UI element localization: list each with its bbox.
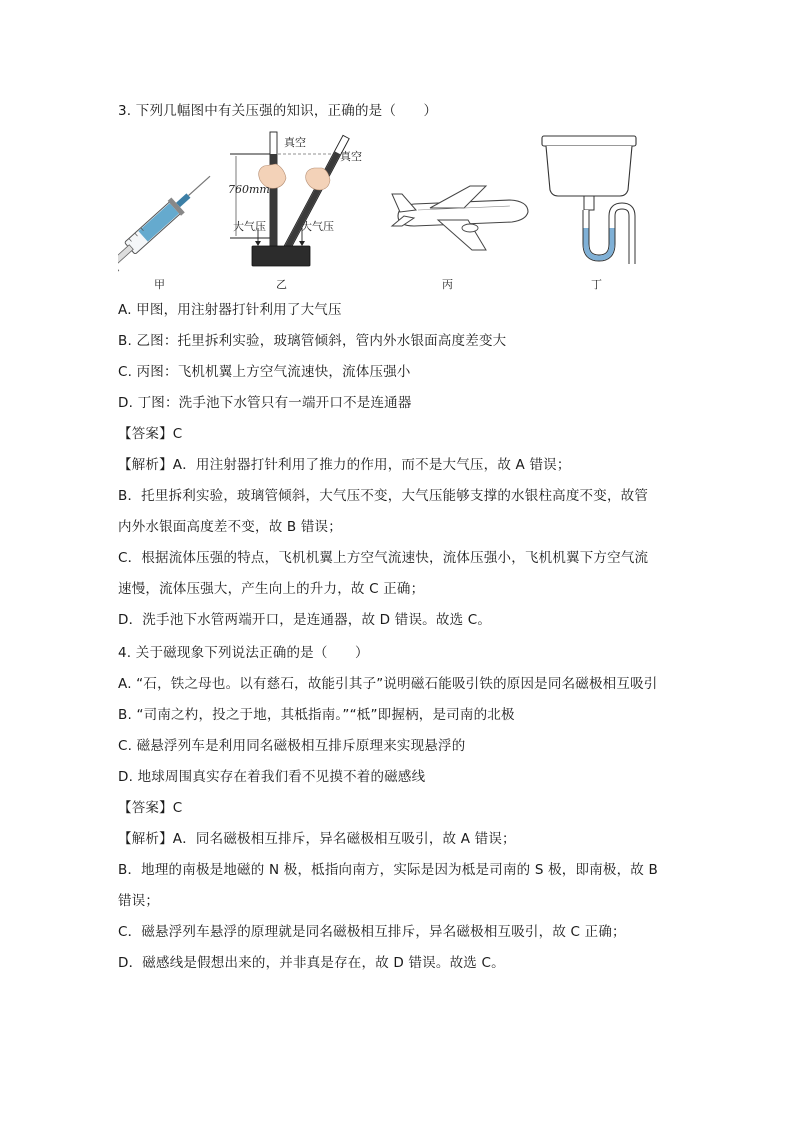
q4-option-d: D. 地球周围真实存在着我们看不见摸不着的磁感线: [118, 769, 426, 785]
q4-option-b: B. “司南之杓，投之于地，其柢指南。”“柢”即握柄，是司南的北极: [118, 707, 515, 723]
q3-stem: 3. 下列几幅图中有关压强的知识，正确的是（ ）: [118, 103, 438, 119]
q3-analysis-line: D．洗手池下水管两端开口，是连通器，故 D 错误。故选 C。: [118, 612, 492, 628]
sink-illustration: [542, 136, 636, 264]
q3-option-b: B. 乙图：托里拆利实验，玻璃管倾斜，管内外水银面高度差变大: [118, 333, 507, 349]
q4-analysis-line: B．地理的南极是地磁的 N 极，柢指向南方，实际是因为柢是司南的 S 极，即南极，故 B: [118, 862, 658, 878]
atm-pressure-label-right: 大气压: [301, 220, 334, 233]
q3-analysis-line: 速慢，流体压强大，产生向上的升力，故 C 正确；: [118, 581, 425, 597]
q4-analysis-line: C．磁悬浮列车悬浮的原理就是同名磁极相互排斥，异名磁极相互吸引，故 C 正确；: [118, 924, 626, 940]
figure-label-jia: 甲: [154, 278, 165, 291]
height-label: 760mm: [228, 183, 270, 196]
figure-label-ding: 丁: [591, 278, 602, 291]
q3-answer: 【答案】C: [118, 426, 183, 442]
syringe-illustration: [118, 169, 217, 275]
figure-label-yi: 乙: [276, 278, 287, 291]
q3-analysis-line: 【解析】A．用注射器打针利用了推力的作用，而不是大气压，故 A 错误；: [118, 457, 571, 473]
airplane-illustration: [392, 186, 528, 250]
q4-option-c: C. 磁悬浮列车是利用同名磁极相互排斥原理来实现悬浮的: [118, 738, 466, 754]
atm-pressure-label-left: 大气压: [233, 220, 266, 233]
figure-label-bing: 丙: [442, 278, 453, 291]
torricelli-illustration: [230, 132, 349, 266]
q3-option-c: C. 丙图：飞机机翼上方空气流速快，流体压强小: [118, 364, 411, 380]
q4-analysis-line: 错误；: [118, 893, 160, 909]
vacuum-label-left: 真空: [284, 136, 306, 149]
q3-analysis-line: B．托里拆利实验，玻璃管倾斜，大气压不变，大气压能够支撑的水银柱高度不变，故管: [118, 488, 649, 504]
vacuum-label-right: 真空: [340, 150, 362, 163]
q3-analysis-line: 内外水银面高度差不变，故 B 错误；: [118, 519, 342, 535]
q3-option-a: A. 甲图，用注射器打针利用了大气压: [118, 302, 342, 318]
q3-figure: [118, 128, 678, 293]
q4-answer: 【答案】C: [118, 800, 183, 816]
q3-analysis-line: C．根据流体压强的特点，飞机机翼上方空气流速快，流体压强小，飞机机翼下方空气流: [118, 550, 649, 566]
q4-option-a: A. “石，铁之母也。以有慈石，故能引其子”说明磁石能吸引铁的原因是同名磁极相互吸引: [118, 676, 658, 692]
q4-stem: 4. 关于磁现象下列说法正确的是（ ）: [118, 645, 369, 661]
q4-analysis-line: D．磁感线是假想出来的，并非真是存在，故 D 错误。故选 C。: [118, 955, 505, 971]
q4-analysis-line: 【解析】A．同名磁极相互排斥，异名磁极相互吸引，故 A 错误；: [118, 831, 516, 847]
q3-option-d: D. 丁图：洗手池下水管只有一端开口不是连通器: [118, 395, 412, 411]
